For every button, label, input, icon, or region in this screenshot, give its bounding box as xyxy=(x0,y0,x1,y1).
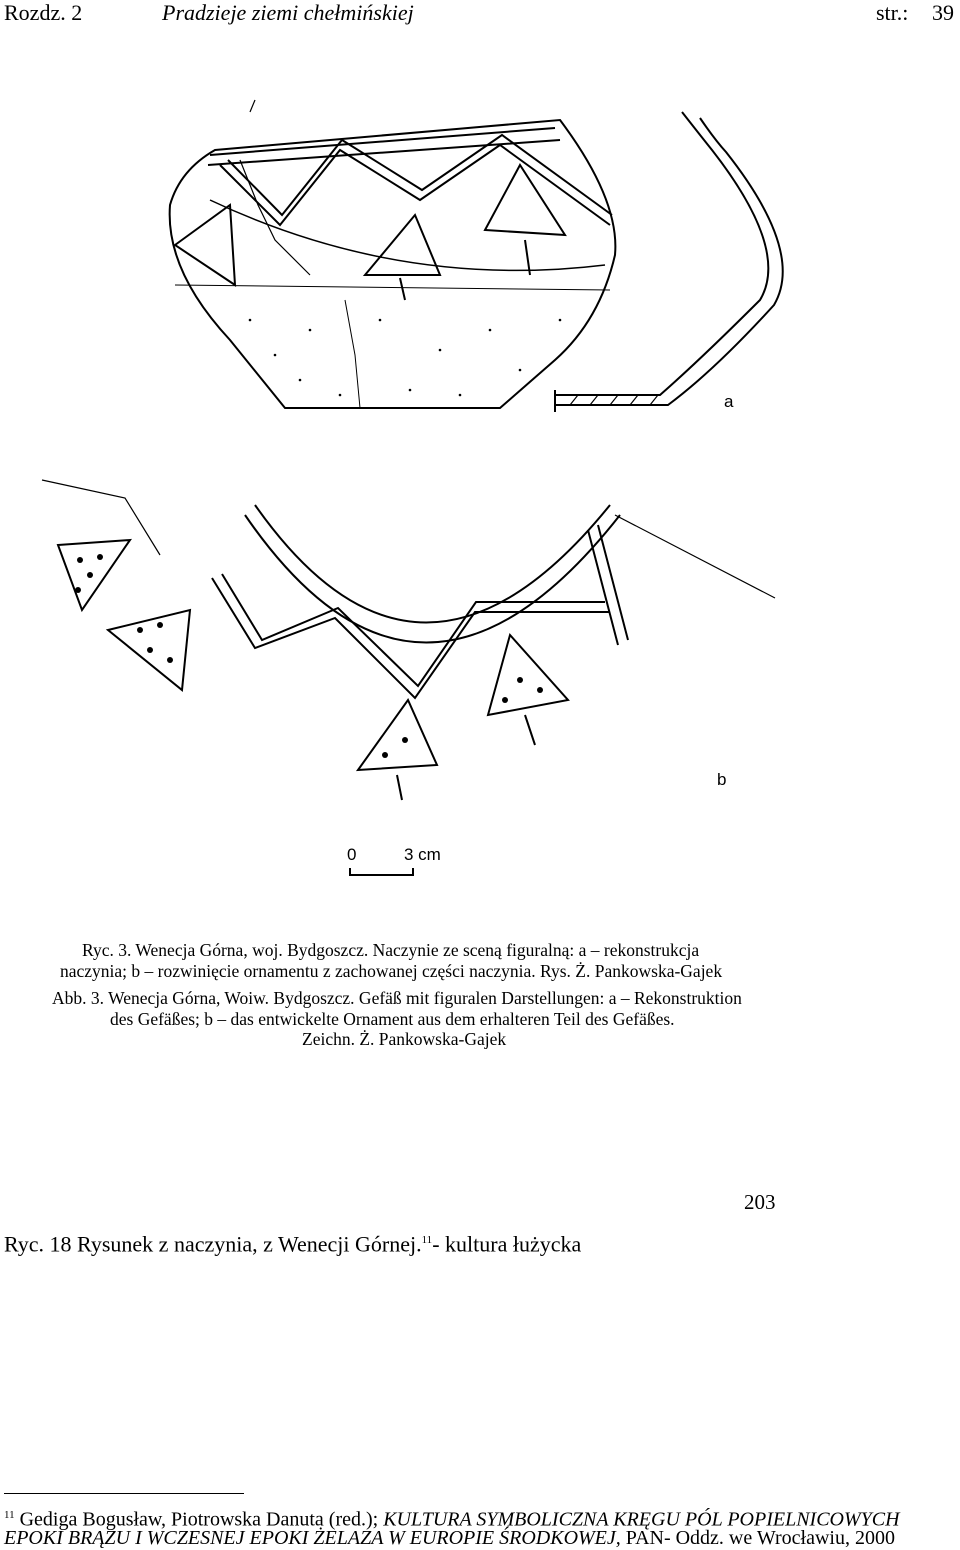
caption-text: Ryc. 18 Rysunek z naczynia, z Wenecji Górnej. xyxy=(4,1231,422,1257)
footnote-title-1: KULTURA SYMBOLICZNA KRĘGU PÓL POPIELNICOWYCH xyxy=(383,1508,900,1531)
footnote-line-2 xyxy=(4,1526,895,1550)
page-label: str.: xyxy=(876,0,909,25)
ornament-development xyxy=(42,480,775,800)
caption-suffix: - kultura łużycka xyxy=(432,1231,582,1257)
footnote-publisher: PAN- Oddz. we Wrocławiu, 2000 xyxy=(625,1527,895,1549)
caption-de-line-1: Abb. 3. Wenecja Górna, Woiw. Bydgoszcz. Gefäß mit figuralen Darstellungen: a – Rekonstruktion xyxy=(52,988,742,1008)
footnote-title-2: EPOKI BRĄZU I WCZESNEJ EPOKI ŻELAZA W EUROPIE ŚRODKOWEJ, xyxy=(4,1527,621,1549)
footnote-number: 11 xyxy=(4,1509,15,1521)
label-b: b xyxy=(717,770,727,789)
label-a: a xyxy=(724,392,734,411)
scale-bar xyxy=(350,868,413,875)
chapter-label: Rozdz. 2 xyxy=(4,0,83,25)
figure-caption xyxy=(4,1227,581,1257)
caption-pl-line-2: naczynia; b – rozwinięcie ornamentu z zachowanej części naczynia. Rys. Ż. Pankowska-Gajek xyxy=(60,961,723,981)
vessel-reconstruction xyxy=(170,100,783,412)
caption-de-line-2: des Gefäßes; b – das entwickelte Ornament aus dem erhalteren Teil des Gefäßes. xyxy=(110,1009,675,1029)
caption-pl-line-1: Ryc. 3. Wenecja Górna, woj. Bydgoszcz. Naczynie ze sceną figuralną: a – rekonstrukcja xyxy=(82,940,700,960)
footnote-ref: 11 xyxy=(421,1234,433,1246)
chapter-title: Pradzieje ziemi chełmińskiej xyxy=(162,0,414,25)
scale-length: 3 cm xyxy=(404,845,441,864)
source-page-number: 203 xyxy=(744,1190,776,1214)
page-number: 39 xyxy=(932,0,954,25)
footnote-authors: Gediga Bogusław, Piotrowska Danuta (red.); xyxy=(19,1508,379,1531)
caption-de-line-3: Zeichn. Ż. Pankowska-Gajek xyxy=(302,1029,507,1049)
scale-zero: 0 xyxy=(347,845,357,864)
footnote-separator xyxy=(4,1493,244,1494)
